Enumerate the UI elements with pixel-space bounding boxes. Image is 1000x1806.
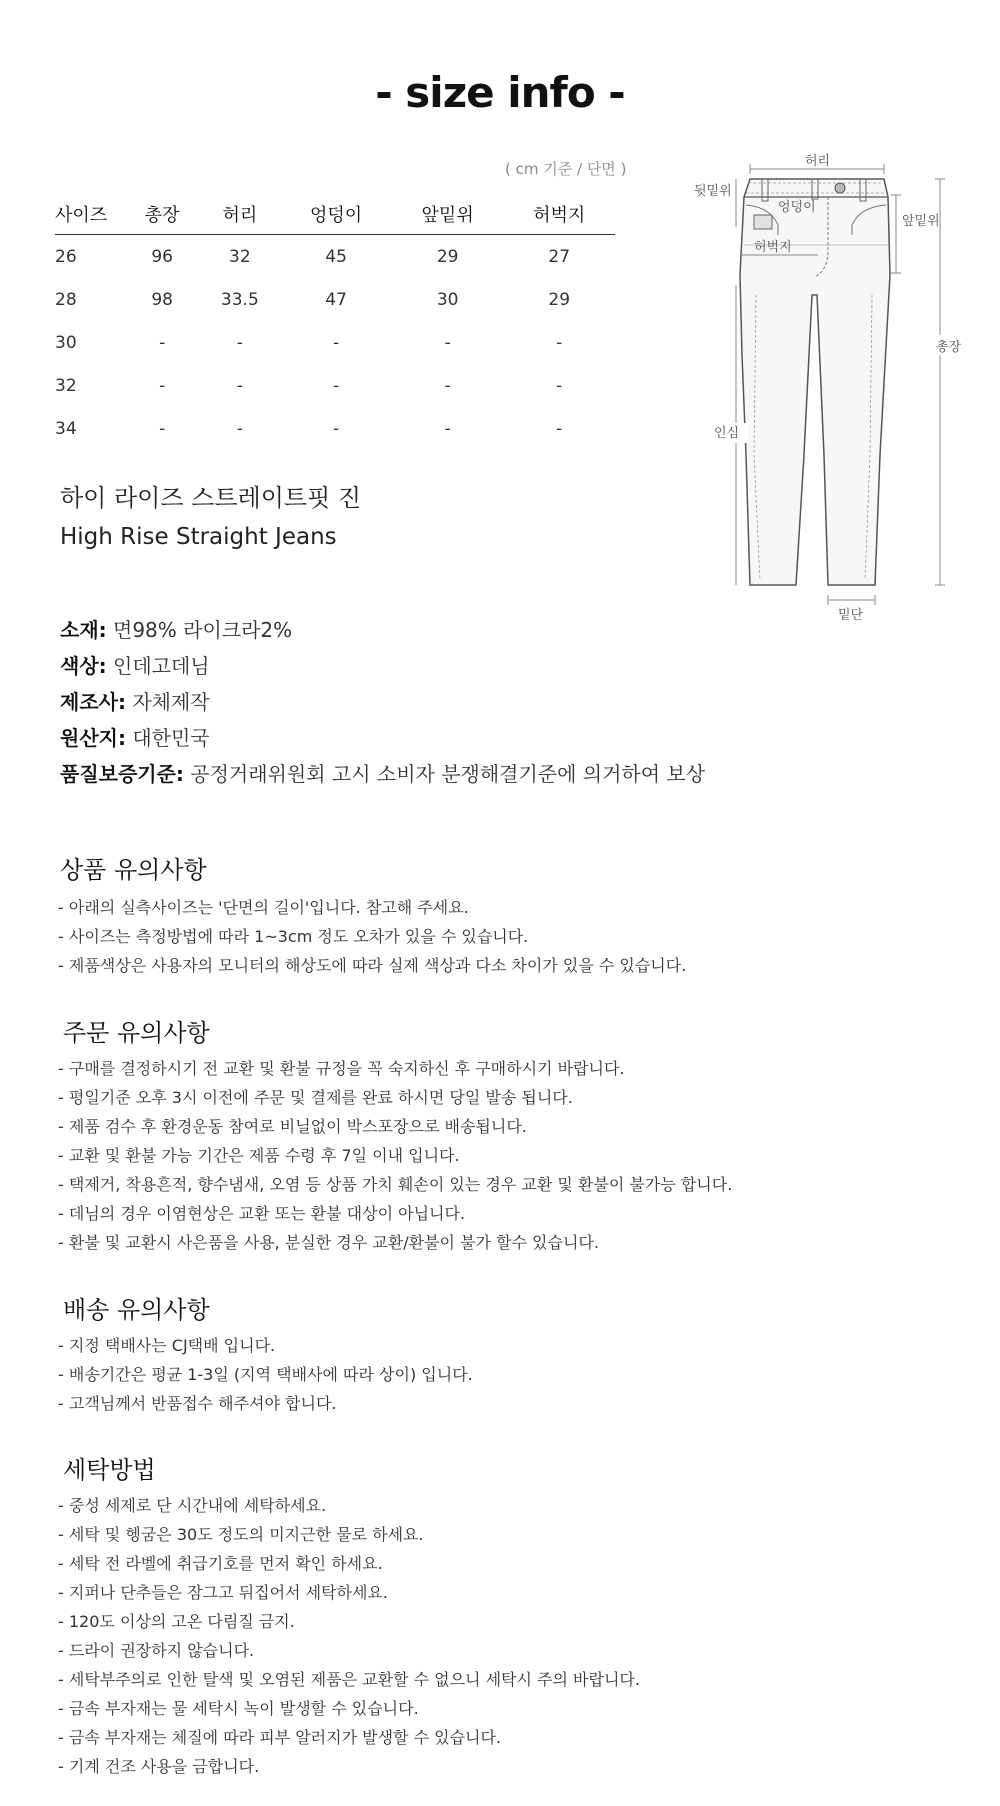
- spec-label: 원산지:: [60, 726, 126, 750]
- notice-line: - 지정 택배사는 CJ택배 입니다.: [58, 1336, 276, 1355]
- table-cell: -: [159, 418, 166, 439]
- notice-line: - 배송기간은 평균 1-3일 (지역 택배사에 따라 상이) 입니다.: [58, 1365, 473, 1384]
- table-cell: -: [236, 375, 243, 396]
- notice-line: - 세탁 전 라벨에 취급기호를 먼저 확인 하세요.: [58, 1554, 383, 1573]
- notice-line: - 드라이 권장하지 않습니다.: [58, 1641, 255, 1660]
- header-thigh: 허벅지: [503, 194, 615, 235]
- page-title: - size info -: [375, 68, 625, 117]
- notice-line: - 교환 및 환불 가능 기간은 제품 수령 후 7일 이내 입니다.: [58, 1146, 460, 1165]
- table-header-row: [55, 194, 615, 235]
- notice-line: - 120도 이상의 고온 다림질 금지.: [58, 1612, 295, 1631]
- spec-label: 색상:: [60, 654, 107, 678]
- table-cell: -: [333, 332, 340, 353]
- section-title-shipping-notice: 배송 유의사항: [63, 1296, 210, 1324]
- notice-line: - 중성 세제로 단 시간내에 세탁하세요.: [58, 1496, 327, 1515]
- diagram-label-inseam: 인심: [714, 426, 740, 441]
- table-cell: -: [159, 332, 166, 353]
- table-cell: -: [333, 418, 340, 439]
- header-waist: 허리: [199, 194, 280, 235]
- table-row: [55, 321, 615, 364]
- spec-value: 공정거래위원회 고시 소비자 분쟁해결기준에 의거하여 보상: [183, 762, 706, 786]
- table-cell: 33.5: [220, 289, 259, 310]
- size-table: [55, 194, 615, 450]
- table-cell: 98: [151, 289, 173, 310]
- table-cell: 26: [55, 246, 77, 267]
- table-cell: 32: [55, 375, 77, 396]
- diagram-label-hip: 엉덩이: [778, 200, 816, 215]
- table-cell: 34: [55, 418, 77, 439]
- notice-line: - 사이즈는 측정방법에 따라 1~3cm 정도 오차가 있을 수 있습니다.: [58, 927, 529, 946]
- spec-material: [60, 614, 292, 643]
- table-row: [55, 407, 615, 450]
- notice-line: - 제품 검수 후 환경운동 참여로 비닐없이 박스포장으로 배송됩니다.: [58, 1117, 527, 1136]
- notice-line: - 기계 건조 사용을 금합니다.: [58, 1757, 260, 1776]
- table-row: [55, 235, 615, 279]
- table-cell: 28: [55, 289, 77, 310]
- product-name-english: High Rise Straight Jeans: [60, 524, 337, 550]
- notice-line: - 택제거, 착용흔적, 향수냄새, 오염 등 상품 가치 훼손이 있는 경우 교환 및 환불이 불가능 합니다.: [58, 1175, 733, 1194]
- spec-value: 면98% 라이크라2%: [106, 618, 293, 642]
- notice-line: - 금속 부자재는 물 세탁시 녹이 발생할 수 있습니다.: [58, 1699, 419, 1718]
- spec-color: [60, 650, 210, 679]
- spec-value: 인데고데님: [106, 654, 210, 678]
- notice-line: - 금속 부자재는 체질에 따라 피부 알러지가 발생할 수 있습니다.: [58, 1728, 502, 1747]
- notice-line: - 세탁부주의로 인한 탈색 및 오염된 제품은 교환할 수 없으니 세탁시 주의 바랍니다.: [58, 1670, 640, 1689]
- header-total-length: 총장: [125, 194, 199, 235]
- table-cell: 45: [325, 246, 347, 267]
- table-cell: -: [236, 332, 243, 353]
- table-cell: 27: [548, 246, 571, 267]
- table-cell: -: [444, 418, 451, 439]
- notice-line: - 환불 및 교환시 사은품을 사용, 분실한 경우 교환/환불이 불가 할수 있습니다.: [58, 1233, 599, 1252]
- spec-label: 제조사:: [60, 690, 126, 714]
- spec-label: 소재:: [60, 618, 107, 642]
- header-front-rise: 앞밑위: [392, 194, 504, 235]
- table-cell: -: [159, 375, 166, 396]
- notice-line: - 아래의 실측사이즈는 '단면의 길이'입니다. 참고해 주세요.: [58, 898, 469, 917]
- table-cell: -: [444, 332, 451, 353]
- spec-quality-standard: [60, 758, 705, 787]
- diagram-label-thigh: 허벅지: [754, 240, 792, 255]
- table-cell: 32: [229, 246, 251, 267]
- section-title-order-notice: 주문 유의사항: [63, 1019, 210, 1047]
- table-row: [55, 278, 615, 321]
- diagram-label-total-length: 총장: [936, 340, 962, 355]
- diagram-label-hem: 밑단: [838, 608, 864, 623]
- notice-line: - 평일기준 오후 3시 이전에 주문 및 결제를 완료 하시면 당일 발송 됩니다.: [58, 1088, 573, 1107]
- table-cell: -: [556, 375, 563, 396]
- diagram-label-back-rise: 뒷밑위: [694, 184, 732, 199]
- product-name-korean: 하이 라이즈 스트레이트핏 진: [60, 484, 362, 512]
- table-cell: -: [333, 375, 340, 396]
- notice-line: - 제품색상은 사용자의 모니터의 해상도에 따라 실제 색상과 다소 차이가 있을 수 있습니다.: [58, 956, 687, 975]
- notice-line: - 지퍼나 단추들은 잠그고 뒤집어서 세탁하세요.: [58, 1583, 388, 1602]
- table-cell: -: [556, 418, 563, 439]
- spec-manufacturer: [60, 686, 210, 715]
- spec-origin: [60, 722, 210, 751]
- table-cell: 30: [55, 332, 77, 353]
- table-cell: 29: [436, 246, 459, 267]
- table-cell: -: [556, 332, 563, 353]
- diagram-label-waist: 허리: [805, 154, 831, 169]
- table-cell: 96: [151, 246, 173, 267]
- section-title-product-notice: 상품 유의사항: [60, 856, 207, 884]
- header-size: 사이즈: [55, 194, 125, 235]
- button-icon: [835, 183, 845, 193]
- section-title-washing-method: 세탁방법: [63, 1456, 156, 1484]
- diagram-label-front-rise: 앞밑위: [902, 214, 940, 229]
- table-cell: -: [236, 418, 243, 439]
- unit-note: ( cm 기준 / 단면 ): [505, 160, 627, 178]
- notice-line: - 구매를 결정하시기 전 교환 및 환불 규정을 꼭 숙지하신 후 구매하시기 바랍니다.: [58, 1059, 625, 1078]
- spec-label: 품질보증기준:: [60, 762, 184, 786]
- notice-line: - 데님의 경우 이염현상은 교환 또는 환불 대상이 아닙니다.: [58, 1204, 466, 1223]
- table-cell: -: [444, 375, 451, 396]
- spec-value: 대한민국: [125, 726, 210, 750]
- notice-line: - 세탁 및 헹굼은 30도 정도의 미지근한 물로 하세요.: [58, 1525, 424, 1544]
- header-hip: 엉덩이: [280, 194, 392, 235]
- jeans-measurement-diagram: [694, 154, 980, 625]
- table-cell: 30: [436, 289, 459, 310]
- table-cell: 29: [548, 289, 571, 310]
- table-row: [55, 364, 615, 407]
- spec-value: 자체제작: [125, 690, 210, 714]
- notice-line: - 고객님께서 반품접수 해주셔야 합니다.: [58, 1394, 337, 1413]
- table-cell: 47: [325, 289, 347, 310]
